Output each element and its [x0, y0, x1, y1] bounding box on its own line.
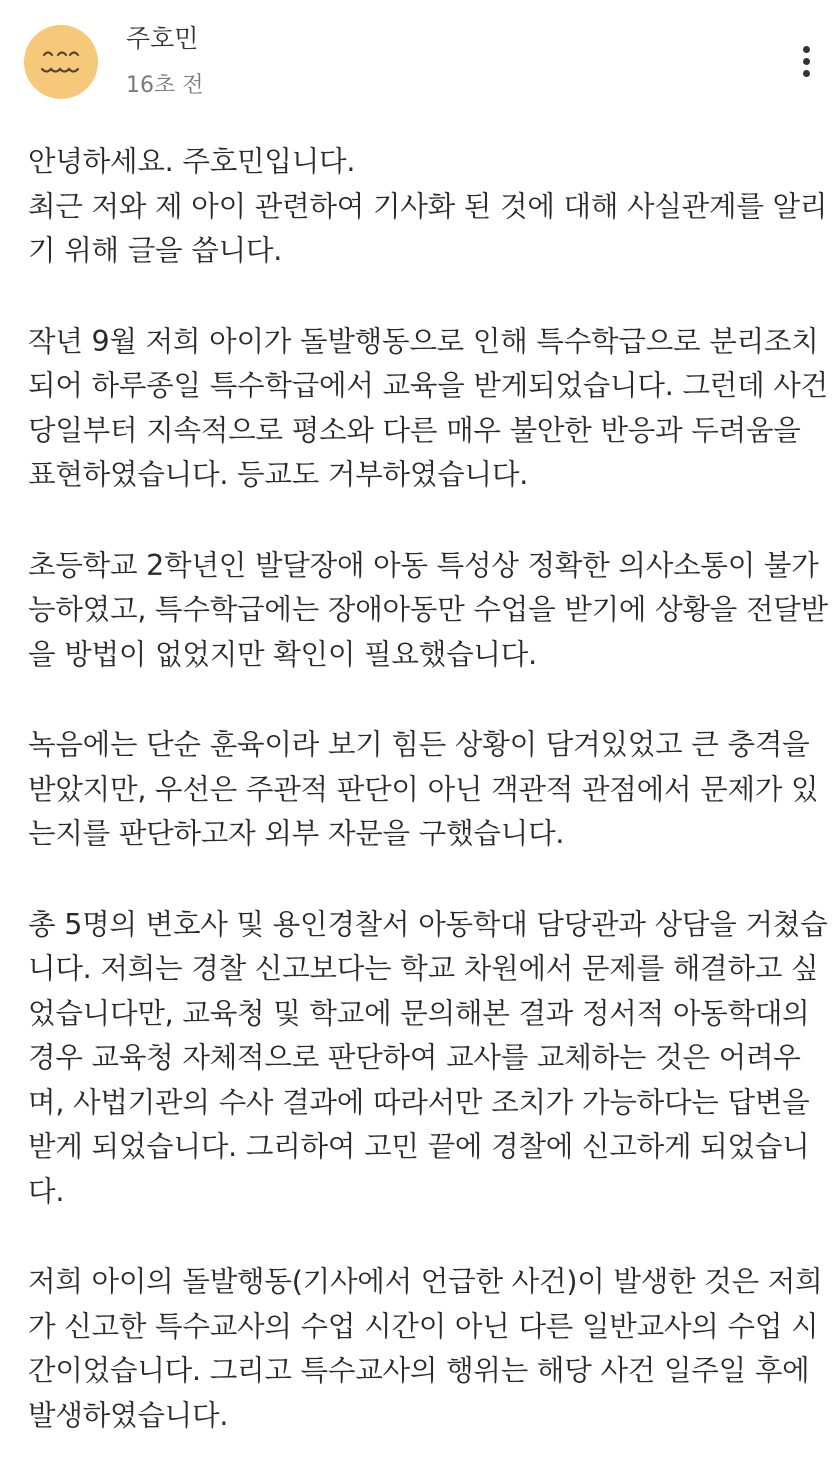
paragraph	[28, 140, 828, 274]
text-line: 당일부터 지속적으로 평소와 다른 매우 불안한 반응과 두려움을	[28, 413, 801, 447]
paragraph	[28, 1260, 823, 1438]
text-line: 저희 아이의 돌발행동(기사에서 언급한 사건)이 발생한 것은 저희	[28, 1265, 823, 1298]
text-line: 초등학교 2학년인 발달장애 아동 특성상 정확한 의사소통이 불가	[28, 548, 819, 582]
text-line: 다.	[28, 1174, 65, 1208]
text-line: 발생하였습니다.	[28, 1398, 229, 1432]
text-line: 능하였고, 특수학급에는 장애아동만 수업을 받기에 상황을 전달받	[28, 593, 828, 626]
text-line: 총 5명의 변호사 및 용인경찰서 아동학대 담당관과 상담을 거쳤습	[28, 907, 828, 941]
more-options-button[interactable]	[790, 38, 824, 84]
text-line: 작년 9월 저희 아이가 돌발행동으로 인해 특수학급으로 분리조치	[28, 324, 819, 358]
text-line: 간이었습니다. 그리고 특수교사의 행위는 해당 사건 일주일 후에	[28, 1354, 810, 1387]
text-line: 받게 되었습니다. 그리하여 고민 끝에 경찰에 신고하게 되었습니	[28, 1130, 810, 1163]
text-line: 녹음에는 단순 훈육이라 보기 힘든 상황이 담겨있었고 큰 충격을	[28, 728, 810, 761]
text-line: 경우 교육청 자체적으로 판단하여 교사를 교체하는 것은 어려우	[28, 1041, 801, 1074]
text-line: 최근 저와 제 아이 관련하여 기사화 된 것에 대해 사실관계를 알리	[28, 189, 828, 223]
text-line: 표현하였습니다. 등교도 거부하였습니다.	[28, 458, 529, 491]
text-line: 되어 하루종일 특수학급에서 교육을 받게되었습니다. 그런데 사건	[28, 369, 828, 402]
text-line: 을 방법이 없었지만 확인이 필요했습니다.	[28, 637, 537, 671]
post-header	[0, 0, 840, 130]
text-line: 는지를 판단하고자 외부 자문을 구했습니다.	[28, 817, 565, 850]
paragraph	[28, 320, 828, 498]
text-line: 며, 사법기관의 수사 결과에 따라서만 조치가 가능하다는 답변을	[28, 1085, 810, 1119]
paragraph	[28, 544, 828, 678]
avatar[interactable]	[24, 25, 98, 99]
text-line: 받았지만, 우선은 주관적 판단이 아닌 객관적 관점에서 문제가 있	[28, 772, 819, 806]
post-body	[28, 140, 828, 1484]
text-line: 었습니다만, 교육청 및 학교에 문의해본 결과 정서적 아동학대의	[28, 996, 810, 1030]
post-timestamp: 16초 전	[126, 73, 204, 98]
paragraph	[28, 903, 828, 1215]
author-name[interactable]: 주호민	[126, 24, 199, 53]
smiling-face-avatar-icon	[24, 25, 98, 99]
paragraph	[28, 723, 820, 857]
text-line: 가 신고한 특수교사의 수업 시간이 아닌 다른 일반교사의 수업 시	[28, 1309, 819, 1343]
text-line: 니다. 저희는 경찰 신고보다는 학교 차원에서 문제를 해결하고 싶	[28, 952, 819, 985]
text-line: 안녕하세요. 주호민입니다.	[28, 145, 356, 178]
text-line: 기 위해 글을 씁니다.	[28, 234, 283, 267]
